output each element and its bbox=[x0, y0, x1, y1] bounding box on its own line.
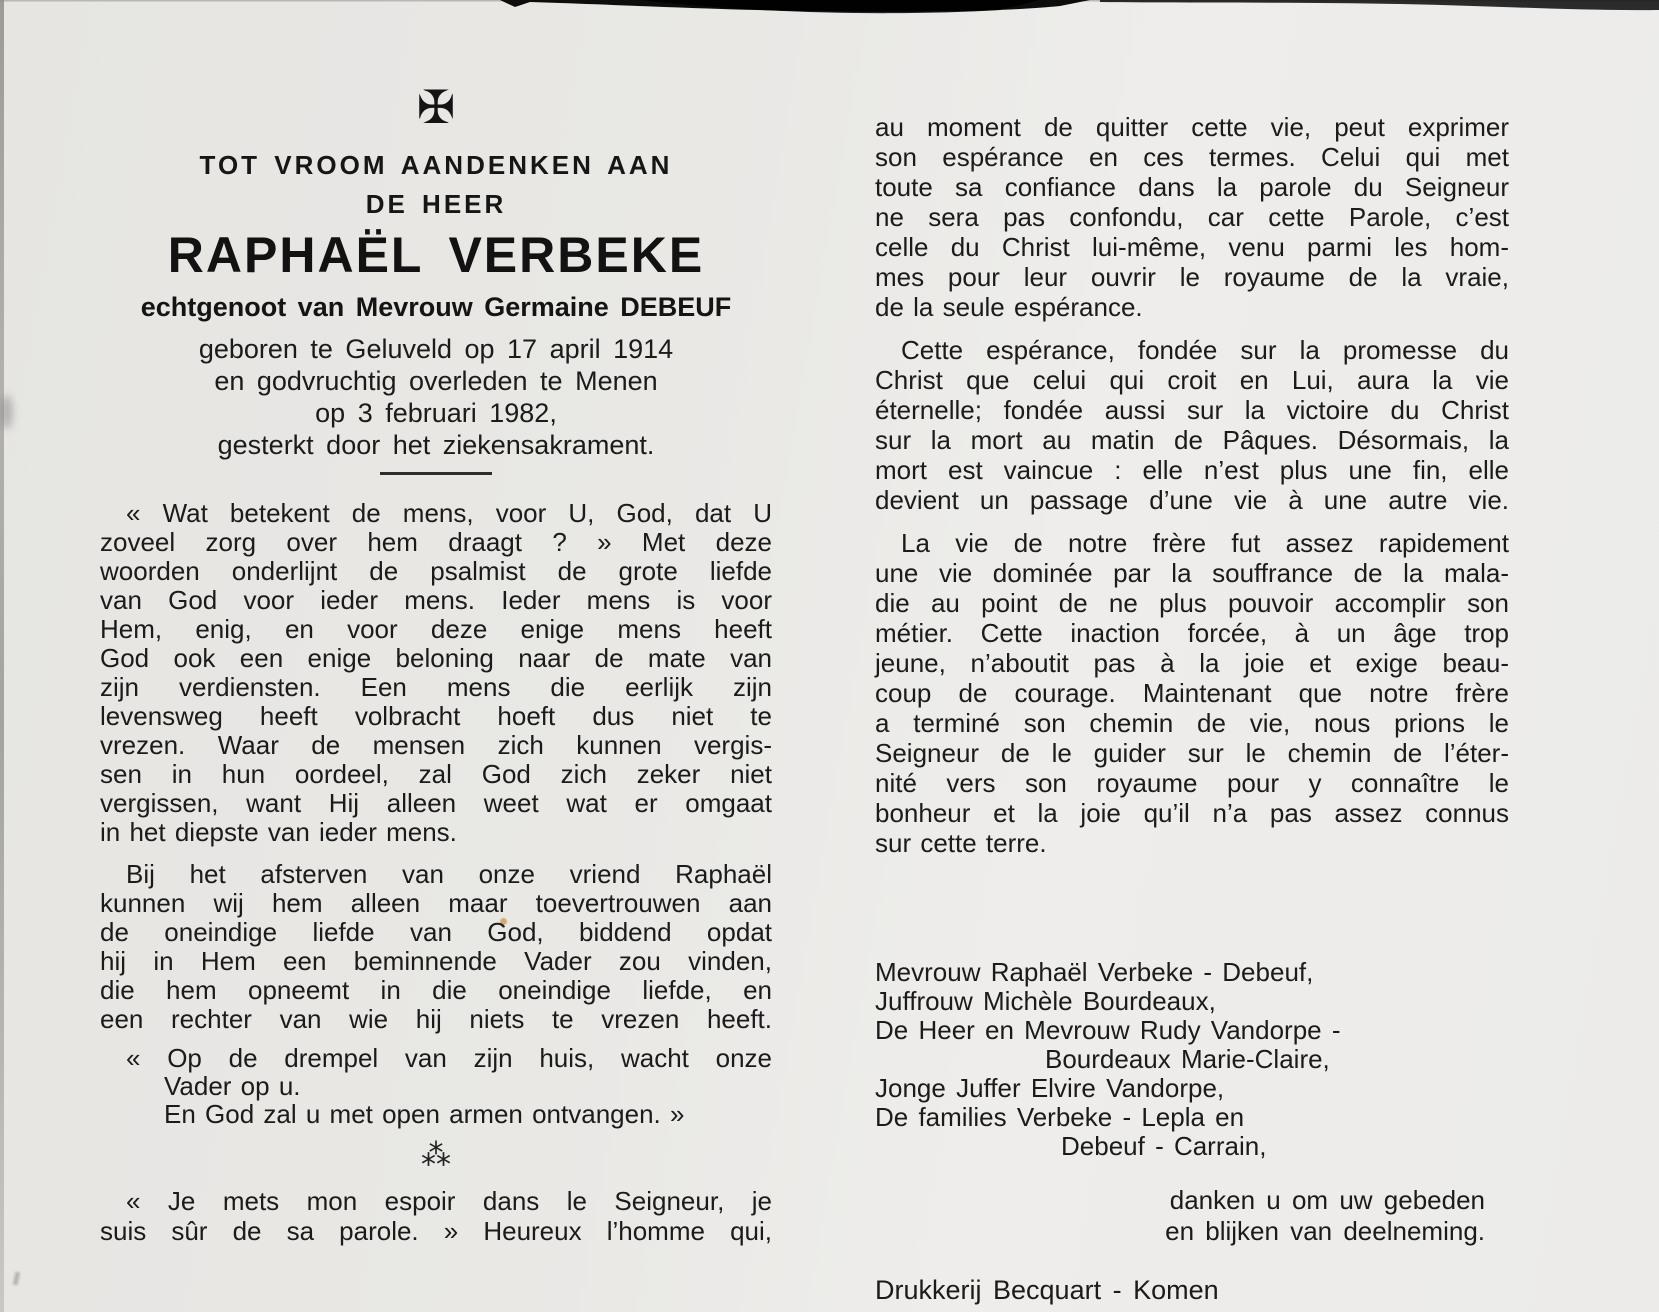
printer-credit: Drukkerij Becquart - Komen bbox=[875, 1275, 1219, 1305]
text-line: a terminé son chemin de vie, nous prions le bbox=[875, 708, 1509, 738]
divider-rule bbox=[380, 472, 492, 475]
scan-speck-bottom bbox=[13, 1272, 21, 1286]
text-line: Christ que celui qui croit en Lui, aura la vie bbox=[875, 365, 1509, 395]
text-line: « Je mets mon espoir dans le Seigneur, je bbox=[126, 1186, 772, 1216]
text-line: Debeuf - Carrain, bbox=[1061, 1131, 1267, 1161]
french-paragraph-1 bbox=[875, 112, 1509, 322]
dutch-paragraph-1 bbox=[100, 499, 772, 847]
text-line: bonheur et la joie qu’il n’a pas assez connus bbox=[875, 798, 1509, 828]
text-line: toute sa confiance dans la parole du Seigneur bbox=[875, 172, 1509, 202]
text-line: hij in Hem een beminnende Vader zou vinden, bbox=[100, 946, 772, 976]
family-names-block bbox=[875, 958, 1509, 1161]
text-line: « Op de drempel van zijn huis, wacht onze bbox=[126, 1043, 772, 1073]
text-line: métier. Cette inaction forcée, à un âge trop bbox=[875, 618, 1509, 648]
text-line: de la seule espérance. bbox=[875, 292, 1143, 322]
text-line: van God voor ieder mens. Ieder mens is voor bbox=[100, 585, 772, 615]
dutch-paragraph-2 bbox=[100, 860, 772, 1034]
text-line: Jonge Juffer Elvire Vandorpe, bbox=[875, 1073, 1225, 1103]
text-line: Seigneur de le guider sur le chemin de l’éter- bbox=[875, 738, 1509, 768]
memorial-header-line: TOT VROOM AANDENKEN AAN bbox=[199, 150, 673, 180]
text-line: ne sera pas confondu, car cette Parole, c’est bbox=[875, 202, 1509, 232]
text-line: Hem, enig, en voor deze enige mens heeft bbox=[100, 614, 772, 644]
spouse-line: echtgenoot van Mevrouw Germaine DEBEUF bbox=[140, 292, 732, 322]
text-line: sen in hun oordeel, zal God zich zeker niet bbox=[100, 759, 772, 789]
text-line: éternelle; fondée aussi sur la victoire du Christ bbox=[875, 395, 1509, 425]
text-line: sur cette terre. bbox=[875, 828, 1047, 858]
text-line: geboren te Geluveld op 17 april 1914 bbox=[198, 334, 674, 364]
scan-artifact-left-edge bbox=[0, 0, 4, 1312]
text-line: Bij het afsterven van onze vriend Raphaël bbox=[126, 859, 772, 889]
text-line: sur la mort au matin de Pâques. Désormais, la bbox=[875, 425, 1509, 455]
text-line: Bourdeaux Marie-Claire, bbox=[1045, 1044, 1330, 1074]
text-line: een rechter van wie hij niets te vrezen heeft. bbox=[100, 1004, 772, 1034]
text-line: op 3 februari 1982, bbox=[315, 398, 557, 428]
text-line: devient un passage d’une vie à une autre vie. bbox=[875, 485, 1509, 515]
text-line: die au point de ne plus pouvoir accomplir son bbox=[875, 588, 1509, 618]
text-line: in het diepste van ieder mens. bbox=[100, 817, 457, 847]
maltese-cross-icon: ✠ bbox=[416, 80, 456, 134]
text-line: De families Verbeke - Lepla en bbox=[875, 1102, 1245, 1132]
text-line: mes pour leur ouvrir le royaume de la vraie, bbox=[875, 262, 1509, 292]
text-line: nité vers son royaume pour y connaître le bbox=[875, 768, 1509, 798]
dutch-quote-block bbox=[100, 1044, 772, 1128]
text-line: mort est vaincue : elle n’est plus une fin, elle bbox=[875, 455, 1509, 485]
text-line: De Heer en Mevrouw Rudy Vandorpe - bbox=[875, 1015, 1341, 1045]
text-line: Juffrouw Michèle Bourdeaux, bbox=[875, 986, 1216, 1016]
text-line: levensweg heeft volbracht hoeft dus niet te bbox=[100, 701, 772, 731]
french-paragraph-2 bbox=[875, 335, 1509, 515]
text-line: Vader op u. bbox=[164, 1071, 301, 1101]
birth-death-block bbox=[100, 333, 772, 461]
french-paragraph-3 bbox=[875, 528, 1509, 858]
text-line: zijn verdiensten. Een mens die eerlijk zijn bbox=[100, 672, 772, 702]
text-line: vergissen, want Hij alleen weet wat er omgaat bbox=[100, 788, 772, 818]
text-line: God ook een enige beloning naar de mate van bbox=[100, 643, 772, 673]
text-line: woorden onderlijnt de psalmist de grote liefde bbox=[100, 556, 772, 586]
text-line: kunnen wij hem alleen maar toevertrouwen aan bbox=[100, 888, 772, 918]
right-page bbox=[875, 112, 1509, 1306]
text-line: en godvruchtig overleden te Menen bbox=[214, 366, 658, 396]
text-line: danken u om uw gebeden bbox=[1169, 1185, 1485, 1215]
scan-smudge bbox=[0, 395, 13, 429]
text-line: En God zal u met open armen ontvangen. » bbox=[164, 1099, 685, 1129]
left-page bbox=[100, 80, 772, 1246]
text-line: gesterkt door het ziekensakrament. bbox=[217, 430, 655, 460]
text-line: zoveel zorg over hem draagt ? » Met deze bbox=[100, 527, 772, 557]
text-line: une vie dominée par la souffrance de la mala- bbox=[875, 558, 1509, 588]
text-line: La vie de notre frère fut assez rapidement bbox=[901, 528, 1509, 558]
asterism-icon: ⁂ bbox=[421, 1138, 451, 1173]
text-line: jeune, n’aboutit pas à la joie et exige beau- bbox=[875, 648, 1509, 678]
text-line: son espérance en ces termes. Celui qui met bbox=[875, 142, 1509, 172]
text-line: die hem opneemt in die oneindige liefde, en bbox=[100, 975, 772, 1005]
scan-artifact-top-edge bbox=[0, 0, 1659, 26]
text-line: Mevrouw Raphaël Verbeke - Debeuf, bbox=[875, 957, 1314, 987]
text-line: en blijken van deelneming. bbox=[1165, 1216, 1485, 1246]
text-line: Cette espérance, fondée sur la promesse du bbox=[901, 335, 1509, 365]
title-de-heer: DE HEER bbox=[365, 189, 507, 219]
thanks-block bbox=[875, 1185, 1509, 1247]
text-line: suis sûr de sa parole. » Heureux l’homme qui, bbox=[100, 1216, 772, 1246]
deceased-name: RAPHAËL VERBEKE bbox=[167, 227, 705, 283]
text-line: vrezen. Waar de mensen zich kunnen vergis- bbox=[100, 730, 772, 760]
text-line: coup de courage. Maintenant que notre frère bbox=[875, 678, 1509, 708]
text-line: celle du Christ lui-même, venu parmi les hom- bbox=[875, 232, 1509, 262]
french-quote-block bbox=[100, 1186, 772, 1246]
text-line: de oneindige liefde van God, biddend opdat bbox=[100, 917, 772, 947]
text-line: « Wat betekent de mens, voor U, God, dat U bbox=[126, 498, 772, 528]
text-line: au moment de quitter cette vie, peut exprimer bbox=[875, 112, 1509, 142]
